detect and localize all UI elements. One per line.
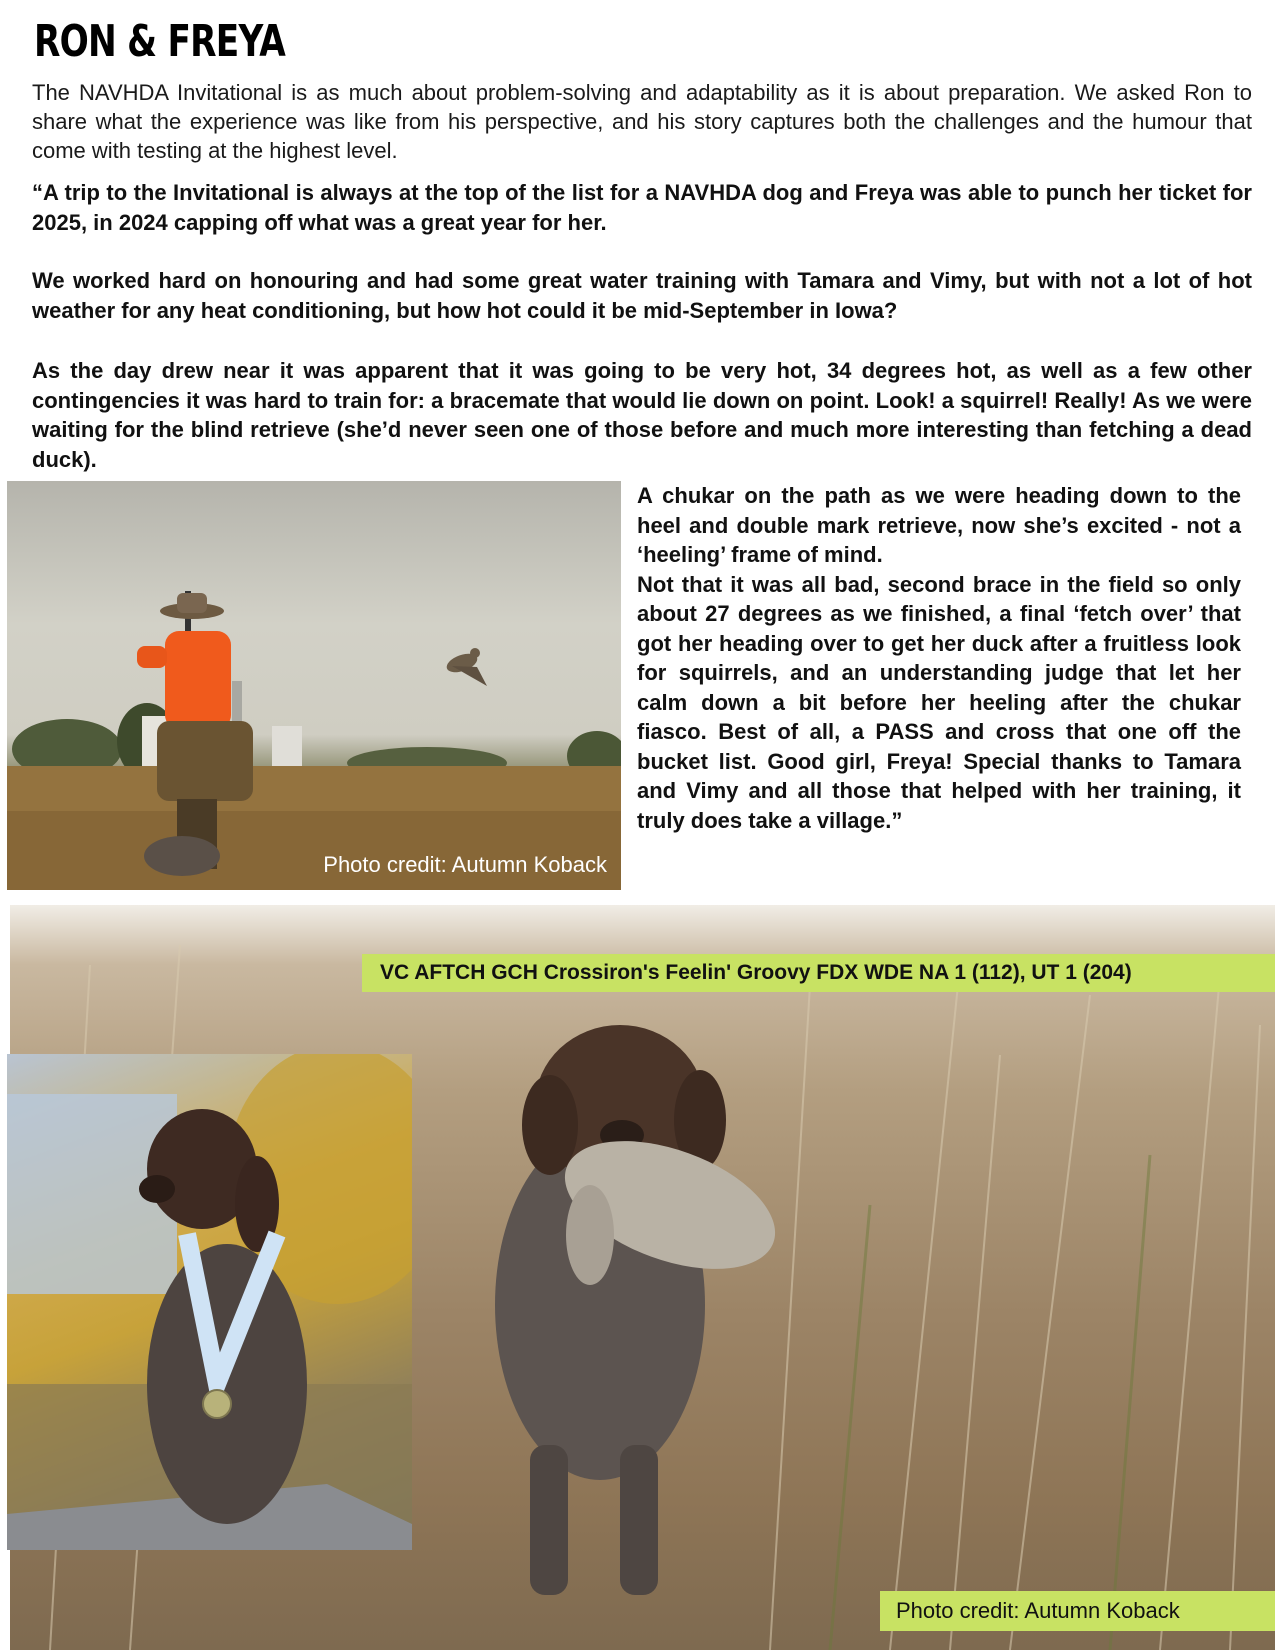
quote-paragraph-2: We worked hard on honouring and had some great water training with Tamara and Vimy, but with not a lot of hot weather for any heat conditioning, but how hot could it be mid-September in Iowa? [32, 268, 1252, 323]
right-paragraph-2: Not that it was all bad, second brace in the field so only about 27 degrees as we finished, a final ‘fetch over’ that got her heading over to get her duck after a fruitless look for squirrels, and an understanding judge that let her calm down a bit before her heeling after the chukar fiasco. Best of all, a PASS and cross that one off the bucket list. Good girl, Freya! Special thanks to Tamara and Vimy and all those that helped with her training, it truly does take a village.” [637, 571, 1241, 833]
hunter-photo [7, 481, 621, 890]
hunter-shirt [165, 631, 231, 729]
bottom-photo-credit: Photo credit: Autumn Koback [880, 1591, 1275, 1631]
medal-dog-photo [7, 1054, 412, 1550]
hunter-illustration [7, 481, 621, 890]
medal-dog-illustration [7, 1054, 412, 1550]
hunter-photo-credit: Photo credit: Autumn Koback [323, 852, 607, 877]
medal-icon [203, 1390, 231, 1418]
article-intro: The NAVHDA Invitational is as much about problem-solving and adaptability as it is about preparation. We asked Ron to share what the experience was like from his perspective, and his story captures both the challenges and the humour that come with testing at the highest level. [32, 80, 1252, 163]
retrieving-dog [495, 1025, 792, 1595]
chukar-bird [444, 648, 487, 686]
article-title: RON & FREYA [34, 16, 286, 67]
dog-title-banner: VC AFTCH GCH Crossiron's Feelin' Groovy FDX WDE NA 1 (112), UT 1 (204) [362, 954, 1275, 992]
quote-paragraph-3: As the day drew near it was apparent that it was going to be very hot, 34 degrees hot, as well as a few other contingencies it was hard to train for: a bracemate that would lie down on point. Look! a squirrel! Really! As we were waiting for the blind retrieve (she’d never seen one of those before and much more interesting than fetching a dead duck). [32, 358, 1252, 472]
quote-paragraph-1: “A trip to the Invitational is always at the top of the list for a NAVHDA dog and Freya was able to punch her ticket for 2025, in 2024 capping off what was a great year for her. [32, 180, 1252, 235]
right-paragraph-1: A chukar on the path as we were heading down to the heel and double mark retrieve, now she’s excited - not a ‘heeling’ frame of mind. [637, 483, 1241, 567]
right-column-text [637, 481, 1241, 835]
